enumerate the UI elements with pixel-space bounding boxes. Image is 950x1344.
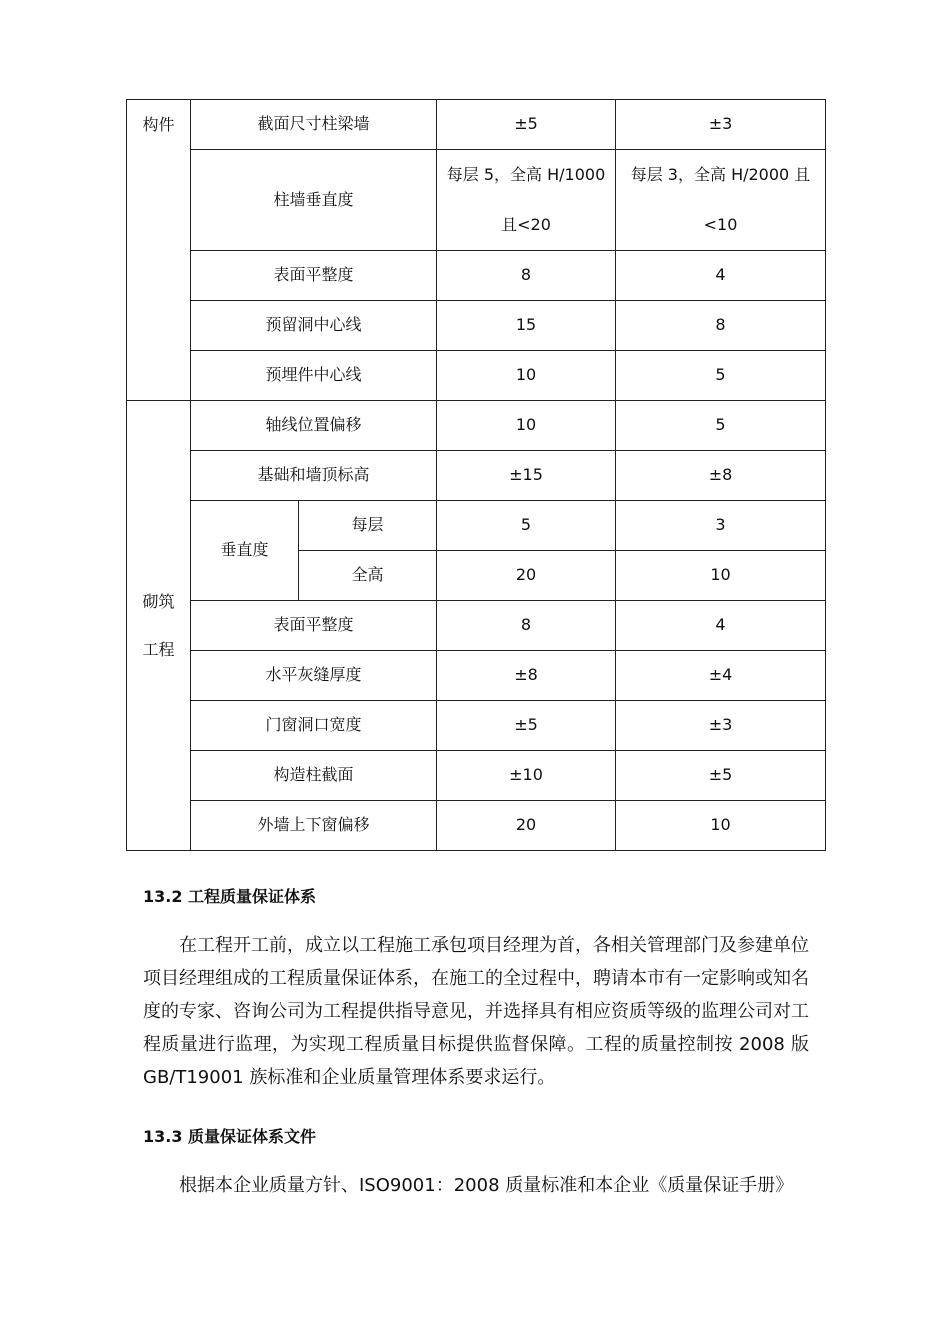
table-row <box>127 351 826 401</box>
item-cell: 外墙上下窗偏移 <box>191 801 437 851</box>
item-cell: 轴线位置偏移 <box>191 401 437 451</box>
value-cell: 5 <box>616 401 826 451</box>
value-cell: 4 <box>616 601 826 651</box>
value-cell: ±3 <box>616 701 826 751</box>
value-cell: 15 <box>437 301 616 351</box>
item-cell: 截面尺寸柱梁墙 <box>191 100 437 150</box>
value-cell: 10 <box>616 551 826 601</box>
vertical-label: 垂直度 <box>191 501 299 601</box>
item-cell: 表面平整度 <box>191 251 437 301</box>
item-cell: 预留洞中心线 <box>191 301 437 351</box>
item-cell: 门窗洞口宽度 <box>191 701 437 751</box>
table-row <box>127 601 826 651</box>
value-cell: ±5 <box>437 100 616 150</box>
section-body-13-3: 根据本企业质量方针、ISO9001：2008 质量标准和本企业《质量保证手册》 <box>179 1175 794 1196</box>
item-cell: 预埋件中心线 <box>191 351 437 401</box>
category-masonry-line2: 工程 <box>142 639 175 659</box>
value-cell: 4 <box>616 251 826 301</box>
table-row <box>127 251 826 301</box>
category-member: 构件 <box>127 100 191 401</box>
value-cell: 5 <box>616 351 826 401</box>
section-heading-13-3: 13.3 质量保证体系文件 <box>143 1127 317 1146</box>
value-cell: ±8 <box>437 651 616 701</box>
table-row <box>127 150 826 251</box>
sub-item-cell: 全高 <box>299 551 437 601</box>
category-masonry-line1: 砌筑 <box>142 591 175 611</box>
table-row <box>127 301 826 351</box>
table-row <box>127 651 826 701</box>
value-cell: 8 <box>616 301 826 351</box>
value-cell: 5 <box>437 501 616 551</box>
value-cell: 3 <box>616 501 826 551</box>
item-cell: 表面平整度 <box>191 601 437 651</box>
item-cell: 基础和墙顶标高 <box>191 451 437 501</box>
section-heading-13-2: 13.2 工程质量保证体系 <box>143 887 317 906</box>
table-row <box>127 701 826 751</box>
sub-item-cell: 每层 <box>299 501 437 551</box>
value-cell: 每层 3，全高 H/2000 且<10 <box>616 150 826 251</box>
value-cell: 8 <box>437 251 616 301</box>
table-row <box>127 751 826 801</box>
table-row <box>127 100 826 150</box>
category-masonry <box>127 401 191 851</box>
value-cell: ±5 <box>616 751 826 801</box>
value-cell: ±3 <box>616 100 826 150</box>
table-row <box>127 451 826 501</box>
value-cell: 每层 5，全高 H/1000 且<20 <box>437 150 616 251</box>
value-cell: 20 <box>437 551 616 601</box>
value-cell: 10 <box>437 351 616 401</box>
section-body-13-2: 在工程开工前，成立以工程施工承包项目经理为首，各相关管理部门及参建单位项目经理组成的工程质量保证体系，在施工的全过程中，聘请本市有一定影响或知名度的专家、咨询公司为工程提供指导意见，并选择具有相应资质等级的监理公司对工程质量进行监理，为实现工程质量目标提供监督保障。工程的质量控制按 2008 版 GB/T19001 族标准和企业质量管理体系要求运行。 <box>143 935 809 1088</box>
item-cell: 水平灰缝厚度 <box>191 651 437 701</box>
value-cell: 10 <box>437 401 616 451</box>
table-row <box>127 501 826 551</box>
value-cell: ±10 <box>437 751 616 801</box>
value-cell: ±15 <box>437 451 616 501</box>
value-cell: ±8 <box>616 451 826 501</box>
item-cell: 柱墙垂直度 <box>191 150 437 251</box>
tolerance-table <box>126 99 826 851</box>
table-row <box>127 801 826 851</box>
table-row <box>127 401 826 451</box>
value-cell: ±4 <box>616 651 826 701</box>
value-cell: 20 <box>437 801 616 851</box>
value-cell: ±5 <box>437 701 616 751</box>
item-cell: 构造柱截面 <box>191 751 437 801</box>
value-cell: 8 <box>437 601 616 651</box>
value-cell: 10 <box>616 801 826 851</box>
